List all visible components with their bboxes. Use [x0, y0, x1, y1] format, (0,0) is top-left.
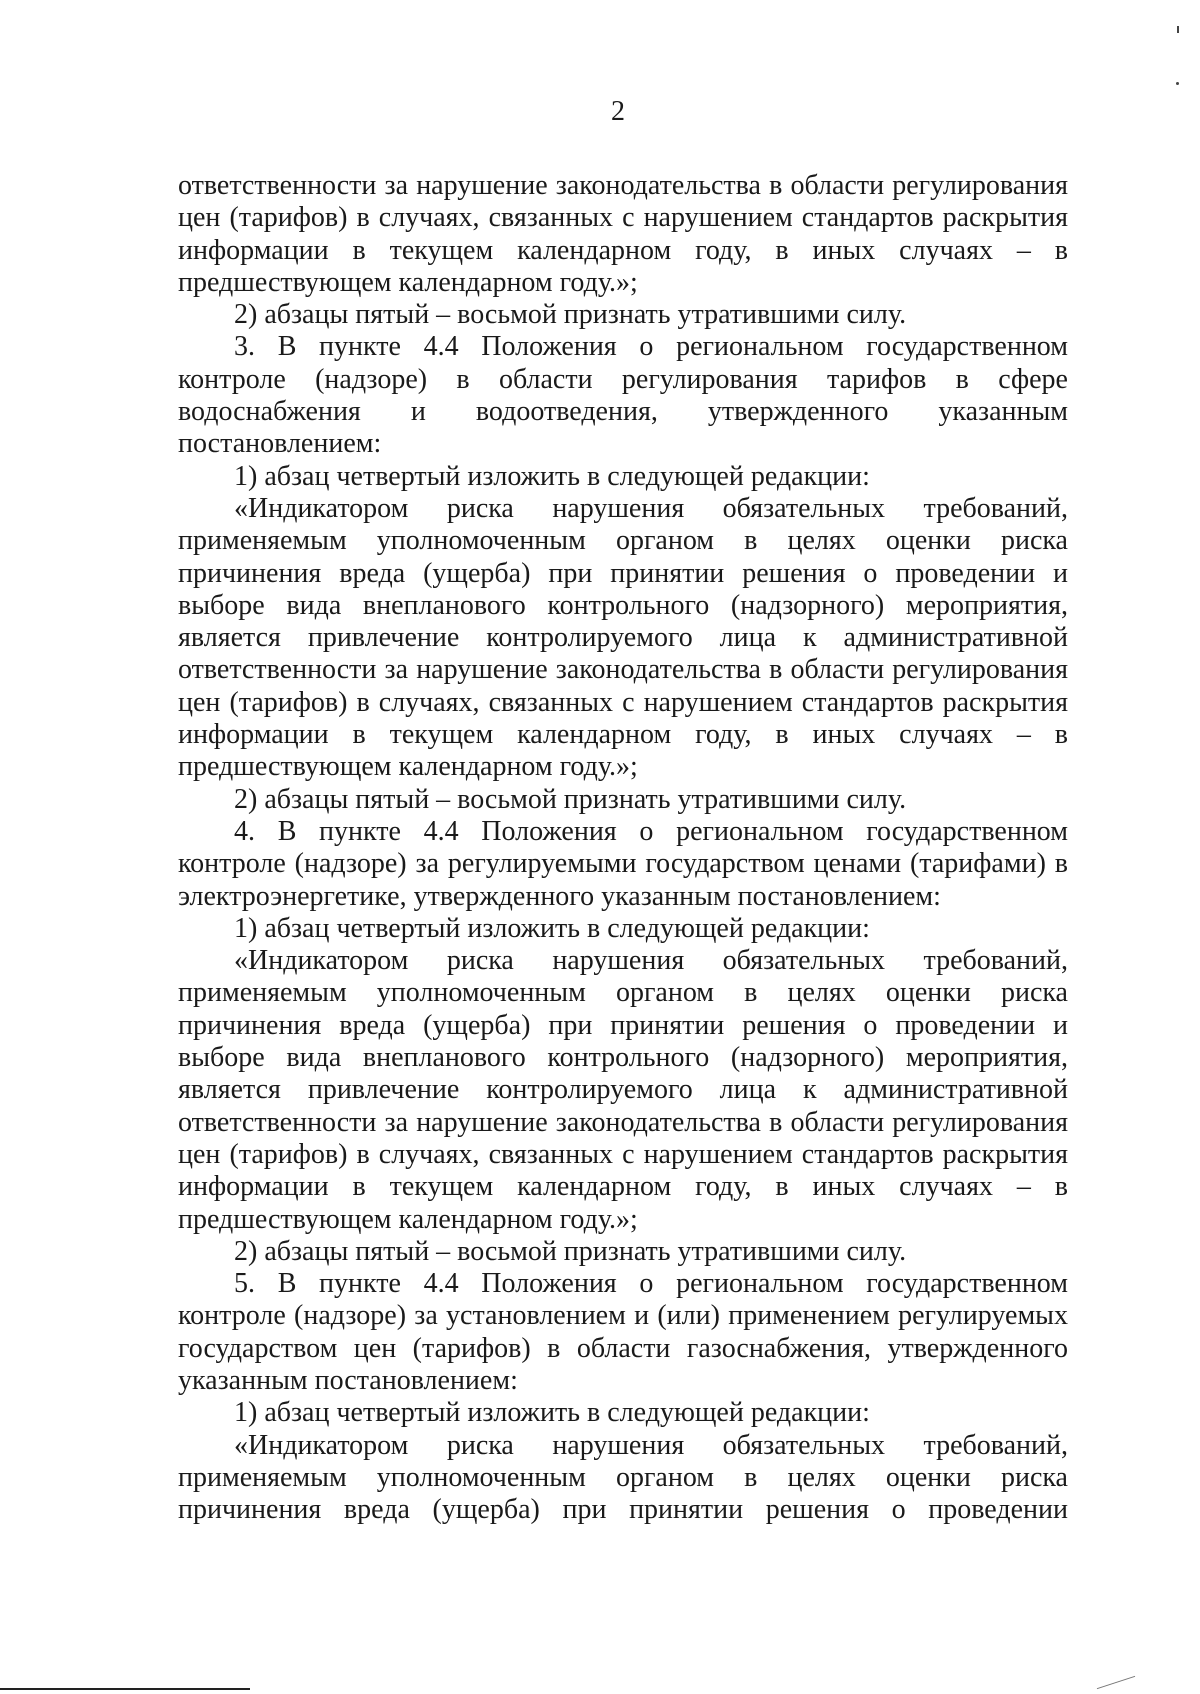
paragraph-clause-4: 4. В пункте 4.4 Положения о региональном государственном контроле (надзоре) за регулируемыми государством ценами (тарифами) в электроэнергетике, утвержденного указанным постановлением: — [178, 815, 1068, 912]
paragraph-subitem: 2) абзацы пятый – восьмой признать утратившими силу. — [234, 783, 907, 815]
paragraph-subitem: 1) абзац четвертый изложить в следующей редакции: — [234, 912, 870, 944]
page-number: 2 — [611, 96, 625, 127]
paragraph-clause-5: 5. В пункте 4.4 Положения о региональном государственном контроле (надзоре) за установлением и (или) применением регулируемых государством цен (тарифов) в области газоснабжения, утвержденного указанным постановлением: — [178, 1268, 1068, 1396]
paragraph-subitem: 2) абзацы пятый – восьмой признать утратившими силу. — [234, 1235, 907, 1267]
paragraph-quote: «Индикатором риска нарушения обязательных требований, применяемым уполномоченным органом в целях оценки риска причинения вреда (ущерба) при принятии решения о проведении и выборе вида внепланового контрольного (надзорного) мероприятия, является привлечение контролируемого лица к административной ответственности за нарушение законодательства в области регулирования цен (тарифов) в случаях, связанных с нарушением стандартов раскрытия информации в текущем календарном году, в иных случаях – в предшествующем календарном году.»; — [178, 945, 1068, 1235]
paragraph-quote-truncated: «Индикатором риска нарушения обязательных требований, применяемым уполномоченным органом в целях оценки риска причинения вреда (ущерба) при принятии решения о проведении — [178, 1429, 1068, 1526]
scan-edge-line — [0, 1688, 250, 1690]
paragraph-clause-3: 3. В пункте 4.4 Положения о региональном государственном контроле (надзоре) в области регулирования тарифов в сфере водоснабжения и водоотведения, утвержденного указанным постановлением: — [178, 331, 1068, 460]
scan-artifact-mark — [1177, 26, 1179, 33]
document-body — [178, 170, 1068, 1526]
scan-artifact-dot — [1176, 82, 1179, 85]
paragraph-quote: «Индикатором риска нарушения обязательных требований, применяемым уполномоченным органом в целях оценки риска причинения вреда (ущерба) при принятии решения о проведении и выборе вида внепланового контрольного (надзорного) мероприятия, является привлечение контролируемого лица к административной ответственности за нарушение законодательства в области регулирования цен (тарифов) в случаях, связанных с нарушением стандартов раскрытия информации в текущем календарном году, в иных случаях – в предшествующем календарном году.»; — [178, 492, 1068, 783]
paragraph-continuation: ответственности за нарушение законодательства в области регулирования цен (тарифов) в случаях, связанных с нарушением стандартов раскрытия информации в текущем календарном году, в иных случаях – в предшествующем календарном году.»; — [178, 170, 1068, 298]
paragraph-subitem: 2) абзацы пятый – восьмой признать утратившими силу. — [234, 299, 907, 331]
paragraph-subitem: 1) абзац четвертый изложить в следующей редакции: — [234, 1397, 870, 1429]
paragraph-subitem: 1) абзац четвертый изложить в следующей редакции: — [234, 460, 870, 492]
scan-artifact-tick — [1097, 1676, 1135, 1689]
